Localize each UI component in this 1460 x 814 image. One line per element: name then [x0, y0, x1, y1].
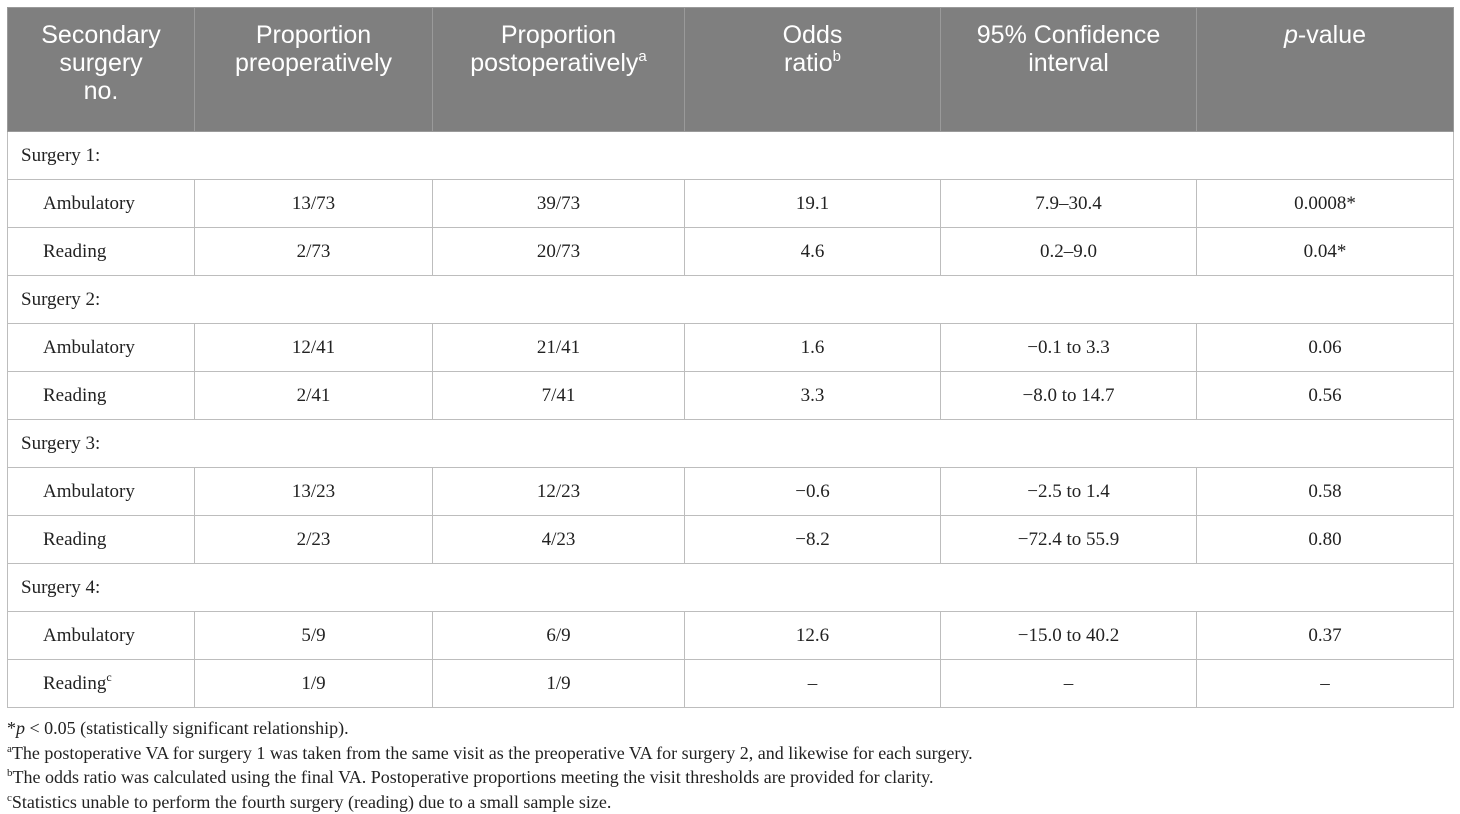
group-title: Surgery 2:: [8, 276, 1454, 324]
cell-post: 6/9: [433, 612, 685, 660]
row-label: Ambulatory: [8, 612, 195, 660]
cell-p-value: 0.04*: [1197, 228, 1454, 276]
row-label: Reading$^c$: [8, 660, 195, 708]
cell-post: 39/73: [433, 180, 685, 228]
cell-odds-ratio: −8.2: [685, 516, 941, 564]
results-table: [7, 7, 1454, 708]
row-label: Reading: [8, 516, 195, 564]
group-title: Surgery 4:: [8, 564, 1454, 612]
group-row: [8, 564, 1454, 612]
cell-pre: 5/9: [195, 612, 433, 660]
table-row: [8, 372, 1454, 420]
cell-ci: −8.0 to 14.7: [941, 372, 1197, 420]
footnote-b: $^b$The odds ratio was calculated using the final VA. Postoperative proportions meeting the visit thresholds are provided for clarity.: [7, 765, 1453, 790]
cell-ci: –: [941, 660, 1197, 708]
cell-post: 21/41: [433, 324, 685, 372]
cell-p-value: 0.06: [1197, 324, 1454, 372]
header-proportion-pre: Proportion preoperatively: [195, 8, 433, 132]
header-row: [8, 8, 1454, 132]
cell-post: 4/23: [433, 516, 685, 564]
group-title: Surgery 3:: [8, 420, 1454, 468]
cell-odds-ratio: 4.6: [685, 228, 941, 276]
cell-pre: 13/73: [195, 180, 433, 228]
cell-pre: 12/41: [195, 324, 433, 372]
group-title: Surgery 1:: [8, 132, 1454, 180]
footnote-a: $^a$The postoperative VA for surgery 1 was taken from the same visit as the preoperative VA for surgery 2, and likewise for each surgery.: [7, 741, 1453, 766]
table-row: [8, 180, 1454, 228]
cell-odds-ratio: 3.3: [685, 372, 941, 420]
table-container: [7, 7, 1453, 814]
cell-pre: 2/73: [195, 228, 433, 276]
group-row: [8, 420, 1454, 468]
cell-odds-ratio: 1.6: [685, 324, 941, 372]
footnotes: [7, 716, 1453, 814]
cell-post: 12/23: [433, 468, 685, 516]
cell-post: 7/41: [433, 372, 685, 420]
group-row: [8, 132, 1454, 180]
table-row: [8, 324, 1454, 372]
cell-odds-ratio: −0.6: [685, 468, 941, 516]
row-label: Ambulatory: [8, 468, 195, 516]
header-odds-ratio: Odds ratio$^b$: [685, 8, 941, 132]
row-label: Ambulatory: [8, 180, 195, 228]
header-proportion-post: Proportion postoperatively$^a$: [433, 8, 685, 132]
table-row: [8, 516, 1454, 564]
cell-ci: 0.2–9.0: [941, 228, 1197, 276]
cell-ci: 7.9–30.4: [941, 180, 1197, 228]
cell-pre: 2/23: [195, 516, 433, 564]
cell-p-value: 0.80: [1197, 516, 1454, 564]
cell-post: 1/9: [433, 660, 685, 708]
cell-odds-ratio: 19.1: [685, 180, 941, 228]
header-surgery-no: Secondary surgery no.: [8, 8, 195, 132]
table-row: [8, 228, 1454, 276]
cell-ci: −0.1 to 3.3: [941, 324, 1197, 372]
cell-p-value: –: [1197, 660, 1454, 708]
cell-pre: 13/23: [195, 468, 433, 516]
cell-p-value: 0.58: [1197, 468, 1454, 516]
row-label: Reading: [8, 372, 195, 420]
cell-odds-ratio: 12.6: [685, 612, 941, 660]
cell-post: 20/73: [433, 228, 685, 276]
footnote-marker: c: [106, 670, 111, 684]
footnote-significance: *p < 0.05 (statistically significant relationship).: [7, 716, 1453, 741]
table-row: [8, 660, 1454, 708]
row-label: Ambulatory: [8, 324, 195, 372]
cell-ci: −2.5 to 1.4: [941, 468, 1197, 516]
row-label: Reading: [8, 228, 195, 276]
footnote-c: $^c$Statistics unable to perform the fourth surgery (reading) due to a small sample size.: [7, 790, 1453, 814]
cell-odds-ratio: –: [685, 660, 941, 708]
header-p-value: p-value: [1197, 8, 1454, 132]
cell-p-value: 0.37: [1197, 612, 1454, 660]
table-row: [8, 612, 1454, 660]
cell-pre: 2/41: [195, 372, 433, 420]
table-row: [8, 468, 1454, 516]
header-confidence-interval: 95% Confidence interval: [941, 8, 1197, 132]
cell-p-value: 0.0008*: [1197, 180, 1454, 228]
cell-ci: −72.4 to 55.9: [941, 516, 1197, 564]
cell-ci: −15.0 to 40.2: [941, 612, 1197, 660]
group-row: [8, 276, 1454, 324]
cell-p-value: 0.56: [1197, 372, 1454, 420]
cell-pre: 1/9: [195, 660, 433, 708]
